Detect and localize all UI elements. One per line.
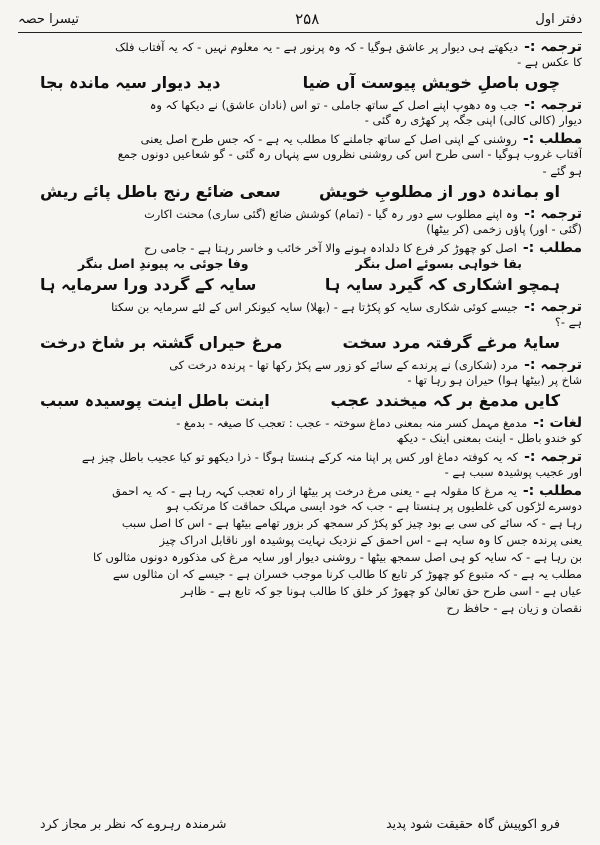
header-rule — [18, 32, 582, 33]
text-line — [18, 146, 582, 163]
footer-verse — [40, 816, 560, 831]
text-line — [18, 566, 582, 583]
line-text: جب وہ دھوپ اپنے اصل کے ساتھ جاملی - تو اس (نادان عاشق) نے دیکھا کہ وہ — [149, 98, 519, 112]
text-line — [18, 221, 582, 238]
text-line — [18, 204, 582, 221]
line-text: مدمغ مہمل کسر منہ بمعنی دماغ سوختہ - عجب : تعجب کا صیغہ - بدمغ - — [176, 416, 528, 430]
verse-couplet — [18, 331, 582, 355]
header-section: تیسرا حصہ — [18, 11, 79, 27]
text-line — [18, 600, 582, 617]
section-label: مطلب :- — [522, 240, 582, 255]
section-label: ترجمہ :- — [524, 449, 582, 464]
text-line — [18, 314, 582, 331]
header-volume: دفتر اول — [535, 11, 582, 27]
section-label: مطلب :- — [522, 483, 582, 498]
verse-first-hemistich: چوں باصلِ خویش پیوست آں ضیا — [302, 73, 560, 92]
line-text: ہو گئے - — [542, 164, 582, 178]
text-line — [18, 54, 582, 71]
line-text: (گئی - اور) پاؤں زخمی (کر بیٹھا) — [426, 222, 582, 236]
verse-first-hemistich: او بماندہ دور از مطلوبِ خویش — [318, 182, 560, 201]
line-text: عیاں ہے - اسی طرح حق تعالیٰ کو چھوڑ کر خلق کا طالب ہونا جو کہ تابع ہے - ظاہر — [180, 584, 582, 598]
line-text: وہ اپنے مطلوب سے دور رہ گیا - (تمام) کوشش ضائع (گئی ساری) محنت اکارت — [144, 207, 519, 221]
text-line — [18, 532, 582, 549]
verse-second-hemistich: وفا جوئی بہ پیوندِ اصل بنگر — [78, 256, 249, 271]
section-label: لغات :- — [533, 415, 582, 430]
line-text: آفتاب غروب ہوگیا - اسی طرح اس کی روشنی نظروں سے پنہاں رہ گئی - گو شعاعیں دونوں جمع — [117, 147, 582, 161]
line-text: کہ یہ کوفتہ دماغ اور کس پر اپنا منہ کرکے ہنستا ہوگا - ذرا دیکھو تو کیا عجیب باطل چیز ہے — [81, 450, 519, 464]
text-line — [18, 549, 582, 566]
line-text: یعنی پرندہ جس کا وہ سایہ ہے - اس احمق کے نزدیک نہایت پوشیدہ اور ناقابل ادراک چیز — [159, 533, 582, 547]
text-line — [18, 413, 582, 430]
line-text: کو خندو باطل - اینت بمعنی اینک - دیکھ — [396, 431, 582, 445]
line-text: بن رہا ہے - کہ سایہ کو ہی اصل سمجھ بیٹھا - روشنی دیوار اور سایہ مرغ کی مذکورہ دونوں مثالوں کا — [92, 550, 582, 564]
page-body — [18, 37, 582, 617]
verse-first-hemistich: سایۂ مرغے گرفتہ مرد سخت — [342, 333, 560, 352]
line-text: یہ مرغ کا مقولہ ہے - یعنی مرغ درخت پر بیٹھا از راہ تعجب کہہ رہا ہے - کہ یہ احمق — [112, 484, 517, 498]
line-text: دیکھتے ہی دیوار پر عاشق ہوگیا - کہ وہ پرنور ہے - یہ معلوم نہیں - کہ یہ آفتاب فلک — [115, 40, 519, 54]
text-line — [18, 464, 582, 481]
line-text: جیسے کوئی شکاری سایہ کو پکڑتا ہے - (بھلا) سایہ کیونکر اس کے لئے سرمایہ بن سکتا — [111, 300, 519, 314]
line-text: شاخ پر (بیٹھا ہوا) حیران ہو رہا تھا - — [407, 373, 582, 387]
footer-verse-first: فرو اکوپیش گاہ حقیقت شود پدید — [386, 816, 560, 831]
verse-second-hemistich: سعی ضائع رنج باطل پائے ریش — [40, 182, 281, 201]
line-text: کا عکس ہے - — [517, 55, 582, 69]
verse-couplet — [18, 389, 582, 413]
section-label: مطلب :- — [522, 131, 582, 146]
line-text: نقصان و زیان ہے - حافظ رح — [446, 601, 582, 615]
text-line — [18, 498, 582, 515]
text-line — [18, 583, 582, 600]
line-text: اور عجیب پوشیدہ سبب ہے - — [444, 465, 582, 479]
section-label: ترجمہ :- — [524, 97, 582, 112]
text-line — [18, 163, 582, 180]
text-line — [18, 515, 582, 532]
text-line — [18, 129, 582, 146]
line-text: روشنی کے اپنی اصل کے ساتھ جاملنے کا مطلب یہ ہے - کہ جس طرح اصل یعنی — [140, 132, 517, 146]
page-number: ۲۵۸ — [295, 10, 320, 28]
text-line — [18, 481, 582, 498]
text-line — [18, 37, 582, 54]
verse-first-hemistich: کایں مدمغ بر کہ میخندد عجب — [330, 391, 560, 410]
footer-verse-second: شرمندہ رہروے کہ نظر بر مجاز کرد — [40, 816, 227, 831]
section-label: ترجمہ :- — [524, 357, 582, 372]
verse-couplet — [18, 273, 582, 297]
line-text: دوسرے لڑکوں کی غلطیوں پر ہنستا ہے - جب کہ خود ایسی مہلک حماقت کا مرتکب ہو — [166, 499, 582, 513]
line-text: دیوار (کالی کالی) اپنی جگہ پر کھڑی رہ گئی - — [364, 113, 582, 127]
text-line — [18, 430, 582, 447]
verse-couplet — [18, 180, 582, 204]
verse-second-hemistich: مرغ حیراں گشتہ بر شاخ درخت — [40, 333, 283, 352]
verse-second-hemistich: اینت باطل اینت پوسیدہ سبب — [40, 391, 270, 410]
line-text: اصل کو چھوڑ کر فرع کا دلدادہ ہونے والا آخر خائب و خاسر رہتا ہے - جامی رح — [144, 241, 517, 255]
text-line — [18, 372, 582, 389]
line-text: مطلب یہ ہے - کہ متبوع کو چھوڑ کر تابع کا طالب کرنا موجب خسران ہے - جیسے کہ ان مثالوں سے — [112, 567, 582, 581]
text-line — [18, 95, 582, 112]
section-label: ترجمہ :- — [524, 299, 582, 314]
text-line — [18, 297, 582, 314]
section-label: ترجمہ :- — [524, 39, 582, 54]
verse-first-hemistich: بقا خواہی بسوئے اصل بنگر — [355, 256, 522, 271]
text-line — [18, 355, 582, 372]
line-text: ہے -؟ — [554, 315, 582, 329]
verse-second-hemistich: دید دیوار سیہ ماندہ بجا — [40, 73, 221, 92]
verse-first-hemistich: ہمچو اشکاری کہ گیرد سایہ ہا — [324, 275, 560, 294]
text-line — [18, 447, 582, 464]
line-text: رہا ہے - کہ سائے کی سی بے بود چیز کو پکڑ کر سمجھ کر بزور تھامے بیٹھا ہے - اس کا اصل سبب — [121, 516, 582, 530]
line-text: مرد (شکاری) نے پرندے کے سائے کو زور سے پکڑ رکھا تھا - پرندہ درخت کی — [169, 358, 519, 372]
page-header — [18, 8, 582, 30]
verse-couplet — [18, 255, 582, 273]
section-label: ترجمہ :- — [524, 206, 582, 221]
verse-couplet — [18, 71, 582, 95]
text-line — [18, 238, 582, 255]
verse-second-hemistich: سایہ کے گردد ورا سرمایہ ہا — [40, 275, 257, 294]
text-line — [18, 112, 582, 129]
